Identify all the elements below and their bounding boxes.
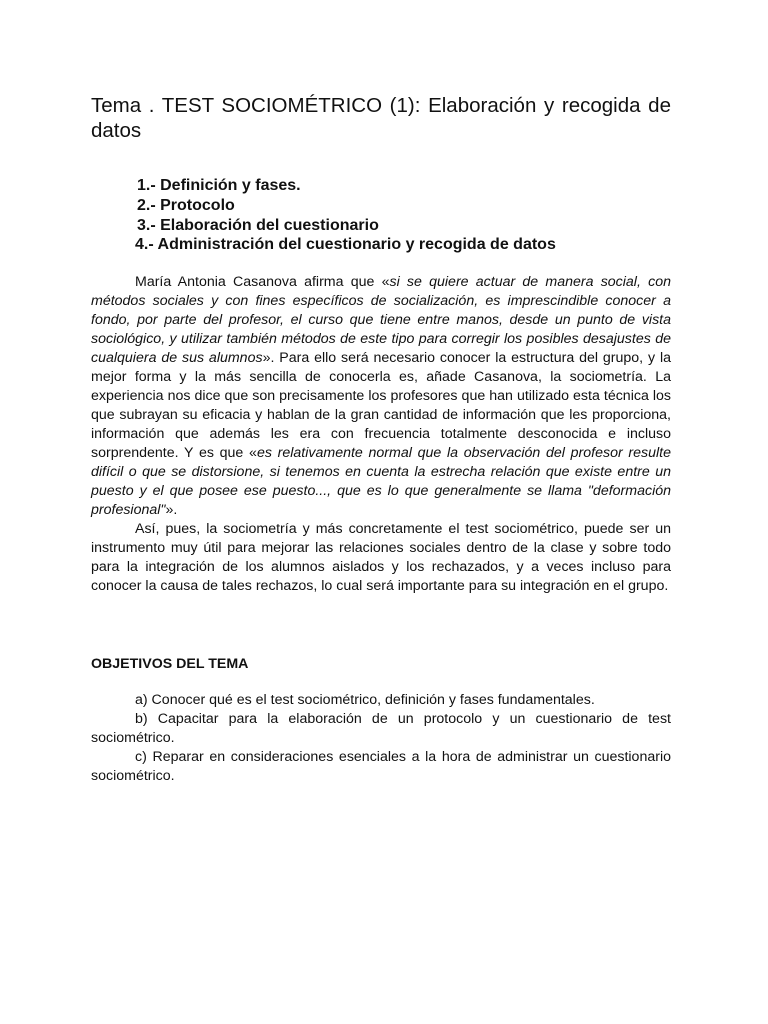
objective-item: c) Reparar en consideraciones esenciales a la hora de administrar un cuestionario sociométrico. [91, 749, 671, 784]
objectives-list [91, 691, 671, 786]
paragraph-text: ». [165, 502, 178, 518]
body-paragraph [91, 273, 671, 520]
toc-item: 2.- Protocolo [137, 196, 235, 214]
objective-item: b) Capacitar para la elaboración de un protocolo y un cuestionario de test sociométrico. [91, 711, 671, 746]
quote-text: es relativamente normal que la observación del profesor resulte difícil o que se distorsione, si tenemos en cuenta la estrecha relación que existe entre un puesto y el que posee ese puesto..., que es lo que generalmente se llama "deformación profesional" [91, 445, 672, 518]
table-of-contents [137, 176, 677, 255]
objectives-heading: OBJETIVOS DEL TEMA [91, 656, 249, 672]
document-body [91, 273, 671, 596]
toc-item: 3.- Elaboración del cuestionario [137, 216, 379, 234]
quote-text: si se quiere actuar de manera social, con métodos sociales y con fines específicos de socialización, es imprescindible conocer a fondo, por parte del profesor, el curso que tiene entre manos, desde un punto de vista sociológico, y utilizar también métodos de este tipo para corregir los posibles desajustes de cualquiera de sus alumnos [91, 274, 671, 366]
body-paragraph: Así, pues, la sociometría y más concretamente el test sociométrico, puede ser un instrumento muy útil para mejorar las relaciones sociales dentro de la clase y sobre todo para la integración de los alumnos aislados y los rechazados, y a veces incluso para conocer la causa de tales rechazos, lo cual será importante para su integración en el grupo. [91, 521, 671, 594]
objective-item: a) Conocer qué es el test sociométrico, definición y fases fundamentales. [135, 692, 595, 708]
toc-item: 4.- Administración del cuestionario y recogida de datos [135, 236, 556, 254]
paragraph-text: ». Para ello será necesario conocer la estructura del grupo, y la mejor forma y la más sencilla de conocerla es, añade Casanova, la sociometría. La experiencia nos dice que son precisamente los profesores que han utilizado esta técnica los que subrayan su eficacia y hablan de la gran cantidad de información que les proporciona, información que además les era con frecuencia totalmente desconocida e incluso sorprendente. Y es que « [91, 350, 671, 461]
document-title: Tema . TEST SOCIOMÉTRICO (1): Elaboración y recogida de datos [91, 94, 671, 142]
toc-item: 1.- Definición y fases. [137, 177, 301, 194]
paragraph-text: María Antonia Casanova afirma que « [135, 274, 390, 290]
